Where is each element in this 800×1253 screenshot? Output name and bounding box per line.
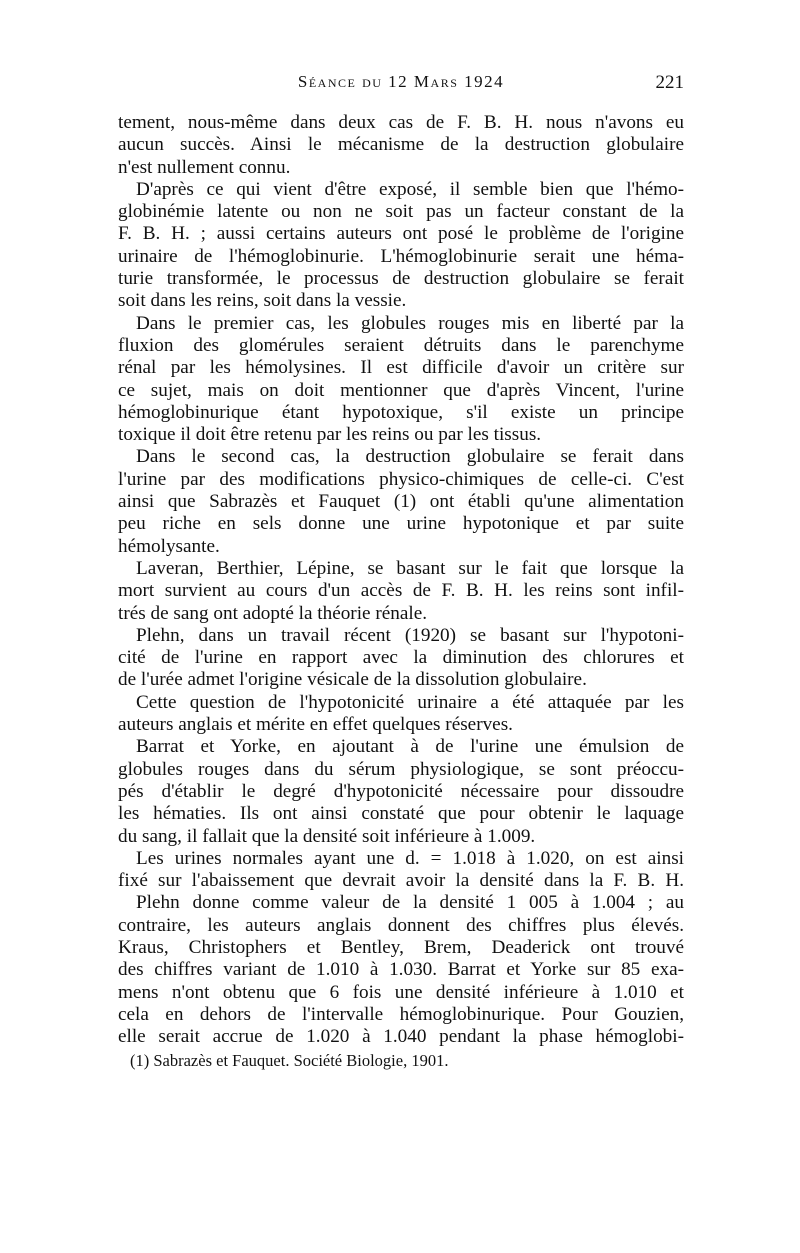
text-line: turie transformée, le processus de destruction globulaire se ferait <box>118 268 684 290</box>
text-line: fixé sur l'abaissement que devrait avoir la densité dans la F. B. H. <box>118 870 684 892</box>
text-line: elle serait accrue de 1.020 à 1.040 pendant la phase hémoglobi- <box>118 1026 684 1048</box>
text-line: les hématies. Ils ont ainsi constaté que pour obtenir le laquage <box>118 803 684 825</box>
text-line: ainsi que Sabrazès et Fauquet (1) ont établi qu'une alimentation <box>118 491 684 513</box>
text-line: D'après ce qui vient d'être exposé, il semble bien que l'hémo- <box>136 178 684 200</box>
text-line: mort survient au cours d'un accès de F. B. H. les reins sont infil- <box>118 580 684 602</box>
body-text <box>118 112 684 1048</box>
text-line: l'urine par des modifications physico-chimiques de celle-ci. C'est <box>118 468 684 490</box>
text-line: rénal par les hémolysines. Il est difficile d'avoir un critère sur <box>118 357 684 379</box>
text-line: Cette question de l'hypotonicité urinaire a été attaquée par les <box>136 691 684 713</box>
text-line: toxique il doit être retenu par les reins ou par les tissus. <box>118 424 542 446</box>
text-line: soit dans les reins, soit dans la vessie. <box>118 290 407 312</box>
text-line: trés de sang ont adopté la théorie rénale. <box>118 602 428 624</box>
text-line: n'est nullement connu. <box>118 156 291 178</box>
text-line: Plehn donne comme valeur de la densité 1 005 à 1.004 ; au <box>136 892 684 914</box>
text-line: auteurs anglais et mérite en effet quelques réserves. <box>118 714 513 736</box>
text-line: aucun succès. Ainsi le mécanisme de la destruction globulaire <box>118 134 684 156</box>
text-line: Barrat et Yorke, en ajoutant à de l'urine une émulsion de <box>136 736 684 758</box>
footnote: (1) Sabrazès et Fauquet. Société Biologie, 1901. <box>130 1051 449 1070</box>
text-line: tement, nous-même dans deux cas de F. B. H. nous n'avons eu <box>118 112 684 133</box>
text-line: cité de l'urine en rapport avec la diminution des chlorures et <box>118 647 684 669</box>
text-line: globules rouges dans du sérum physiologique, se sont préoccu- <box>118 758 684 780</box>
text-line: urinaire de l'hémoglobinurie. L'hémoglobinurie serait une héma- <box>118 245 684 267</box>
text-line: hémolysante. <box>118 535 220 557</box>
page-header <box>118 72 684 102</box>
text-line: Dans le second cas, la destruction globulaire se ferait dans <box>136 446 684 468</box>
text-line: contraire, les auteurs anglais donnent des chiffres plus élevés. <box>118 914 684 936</box>
text-line: des chiffres variant de 1.010 à 1.030. Barrat et Yorke sur 85 exa- <box>118 959 684 981</box>
text-line: peu riche en sels donne une urine hypotonique et par suite <box>118 513 684 535</box>
text-line: Les urines normales ayant une d. = 1.018 à 1.020, on est ainsi <box>136 847 684 869</box>
text-line: globinémie latente ou non ne soit pas un facteur constant de la <box>118 201 684 223</box>
text-line: ce sujet, mais on doit mentionner que d'après Vincent, l'urine <box>118 379 684 401</box>
text-line: Plehn, dans un travail récent (1920) se basant sur l'hypotoni- <box>136 624 684 646</box>
text-line: cela en dehors de l'intervalle hémoglobinurique. Pour Gouzien, <box>118 1003 684 1025</box>
text-line: hémoglobinurique étant hypotoxique, s'il existe un principe <box>118 401 684 423</box>
text-line: fluxion des glomérules seraient détruits dans le parenchyme <box>118 334 684 356</box>
running-title: Séance du 12 Mars 1924 <box>297 72 505 91</box>
text-line: pés d'établir le degré d'hypotonicité nécessaire pour dissoudre <box>118 780 684 802</box>
text-line: Dans le premier cas, les globules rouges mis en liberté par la <box>136 312 684 334</box>
text-line: Laveran, Berthier, Lépine, se basant sur le fait que lorsque la <box>136 557 684 579</box>
page-number: 221 <box>655 72 684 93</box>
text-line: F. B. H. ; aussi certains auteurs ont posé le problème de l'origine <box>118 223 684 245</box>
text-line: du sang, il fallait que la densité soit inférieure à 1.009. <box>118 825 536 847</box>
text-line: mens n'ont obtenu que 6 fois une densité inférieure à 1.010 et <box>118 981 684 1003</box>
text-line: de l'urée admet l'origine vésicale de la dissolution globulaire. <box>118 669 587 691</box>
text-line: Kraus, Christophers et Bentley, Brem, Deaderick ont trouvé <box>118 936 684 958</box>
